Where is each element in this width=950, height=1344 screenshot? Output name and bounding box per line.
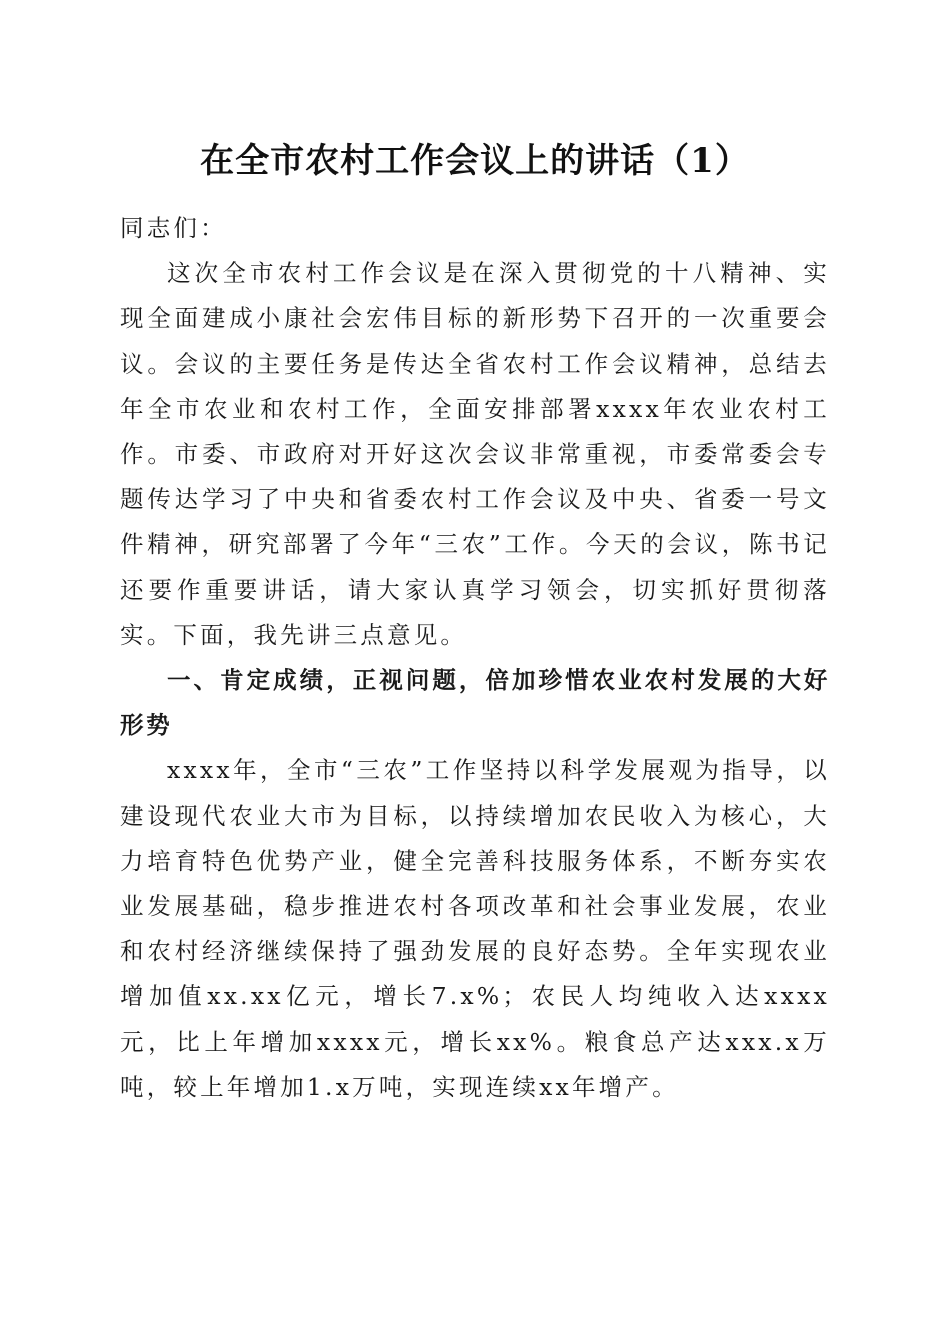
- section-paragraph: xxxx年，全市“三农”工作坚持以科学发展观为指导，以建设现代农业大市为目标，以持续增加农民收入为核心，大力培育特色优势产业，健全完善科技服务体系，不断夯实农业发展基础，稳步推进农村各项改革和社会事业发展，农业和农村经济继续保持了强劲发展的良好态势。全年实现农业增加值xx.xx亿元，增长7.x%；农民人均纯收入达xxxx元，比上年增加xxxx元，增长xx%。粮食总产达xxx.x万吨，较上年增加1.x万吨，实现连续xx年增产。: [120, 756, 830, 1101]
- intro-paragraph: 这次全市农村工作会议是在深入贯彻党的十八精神、实现全面建成小康社会宏伟目标的新形势下召开的一次重要会议。会议的主要任务是传达全省农村工作会议精神，总结去年全市农业和农村工作，全面安排部署xxxx年农业农村工作。市委、市政府对开好这次会议非常重视，市委常委会专题传达学习了中央和省委农村工作会议及中央、省委一号文件精神，研究部署了今年“三农”工作。今天的会议，陈书记还要作重要讲话，请大家认真学习领会，切实抓好贯彻落实。下面，我先讲三点意见。: [120, 259, 830, 649]
- document-body: [120, 206, 830, 1110]
- document-title: 在全市农村工作会议上的讲话（1）: [200, 141, 750, 181]
- section-heading: 一、肯定成绩，正视问题，倍加珍惜农业农村发展的大好形势: [120, 666, 830, 740]
- salutation: 同志们：: [120, 214, 227, 242]
